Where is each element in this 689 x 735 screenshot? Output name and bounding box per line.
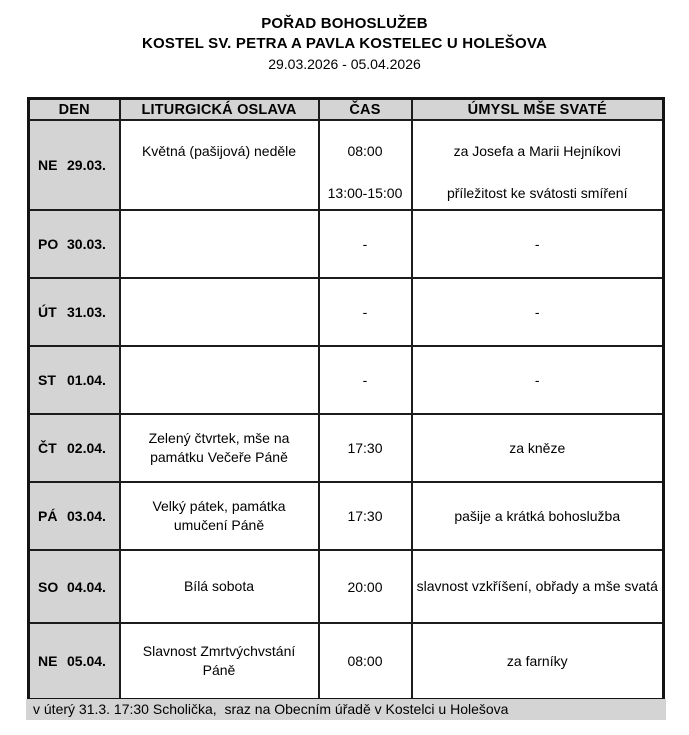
oslava-cell [120, 623, 319, 700]
oslava-cell [120, 278, 319, 346]
day-cell [29, 278, 120, 346]
umysl-cell: - [412, 278, 664, 346]
document-header [0, 14, 689, 74]
table-row [29, 346, 664, 414]
oslava-text: Květná (pašijová) neděle [141, 142, 297, 159]
day-cell [29, 210, 120, 278]
day-date: 03.04. [67, 508, 106, 524]
table-row [29, 482, 664, 550]
oslava-text: Velký pátek, památka umučení Páně [152, 498, 286, 533]
day-date: 31.03. [67, 304, 106, 320]
table-row [29, 278, 664, 346]
table-row [29, 120, 664, 210]
oslava-cell [120, 414, 319, 482]
day-cell [29, 482, 120, 550]
day-date: 02.04. [67, 440, 106, 456]
header-den: DEN [29, 99, 120, 121]
cas-cell: - [319, 210, 412, 278]
day-cell [29, 550, 120, 623]
umysl-cell: - [412, 210, 664, 278]
umysl-cell: - [412, 346, 664, 414]
oslava-text: Bílá sobota [183, 578, 255, 594]
oslava-cell [120, 210, 319, 278]
footer-note: v úterý 31.3. 17:30 Scholička, sraz na Obecním úřadě v Kostelci u Holešova [26, 699, 666, 720]
table-row [29, 414, 664, 482]
date-range: 29.03.2026 - 05.04.2026 [268, 56, 421, 72]
umysl-cell [412, 120, 664, 210]
header-umysl: ÚMYSL MŠE SVATÉ [412, 99, 664, 121]
oslava-cell [120, 550, 319, 623]
cas-cell: - [319, 278, 412, 346]
umysl-cell [412, 550, 664, 623]
day-abbr: NE [38, 653, 58, 669]
table-row [29, 210, 664, 278]
day-cell [29, 120, 120, 210]
day-abbr: NE [38, 157, 58, 173]
umysl-cell: za farníky [412, 623, 664, 700]
cas-cell: 08:00 [319, 623, 412, 700]
day-abbr: ST [38, 372, 56, 388]
day-date: 01.04. [67, 372, 106, 388]
cas-cell [319, 120, 412, 210]
day-date: 30.03. [67, 236, 106, 252]
header-oslava: LITURGICKÁ OSLAVA [120, 99, 319, 121]
cas-cell: 17:30 [319, 414, 412, 482]
cas-entry-2: 13:00-15:00 [327, 185, 403, 201]
oslava-text: Zelený čtvrtek, mše na památku Večeře Páně [148, 430, 290, 465]
day-date: 04.04. [67, 578, 106, 595]
day-date: 29.03. [67, 157, 106, 173]
day-cell [29, 623, 120, 700]
day-abbr: ČT [38, 440, 57, 456]
schedule-table [27, 97, 665, 701]
day-abbr: PÁ [38, 508, 58, 524]
umysl-text: slavnost vzkříšení, obřady a mše svatá [416, 578, 658, 594]
table-row [29, 550, 664, 623]
oslava-text: Slavnost Zmrtvýchvstání Páně [142, 643, 296, 678]
umysl-cell: pašije a krátká bohoslužba [412, 482, 664, 550]
table-header-row [29, 99, 664, 121]
day-abbr: PO [38, 236, 59, 252]
day-date: 05.04. [67, 653, 106, 669]
day-cell [29, 346, 120, 414]
church-name: KOSTEL SV. PETRA A PAVLA KOSTELEC U HOLEŠOVA [142, 35, 547, 52]
day-cell [29, 414, 120, 482]
cas-entry-1: 08:00 [347, 143, 383, 159]
table-row [29, 623, 664, 700]
cas-cell: 17:30 [319, 482, 412, 550]
oslava-cell [120, 482, 319, 550]
page-title: POŘAD BOHOSLUŽEB [261, 15, 428, 32]
day-abbr: ÚT [38, 304, 57, 320]
header-cas: ČAS [319, 99, 412, 121]
cas-cell: - [319, 346, 412, 414]
umysl-entry-2: příležitost ke svátosti smíření [446, 185, 628, 201]
umysl-entry-1: za Josefa a Marii Hejníkovi [453, 143, 621, 159]
umysl-cell: za kněze [412, 414, 664, 482]
oslava-cell [120, 346, 319, 414]
day-abbr: SO [38, 578, 59, 595]
oslava-cell [120, 120, 319, 210]
cas-cell: 20:00 [319, 550, 412, 623]
